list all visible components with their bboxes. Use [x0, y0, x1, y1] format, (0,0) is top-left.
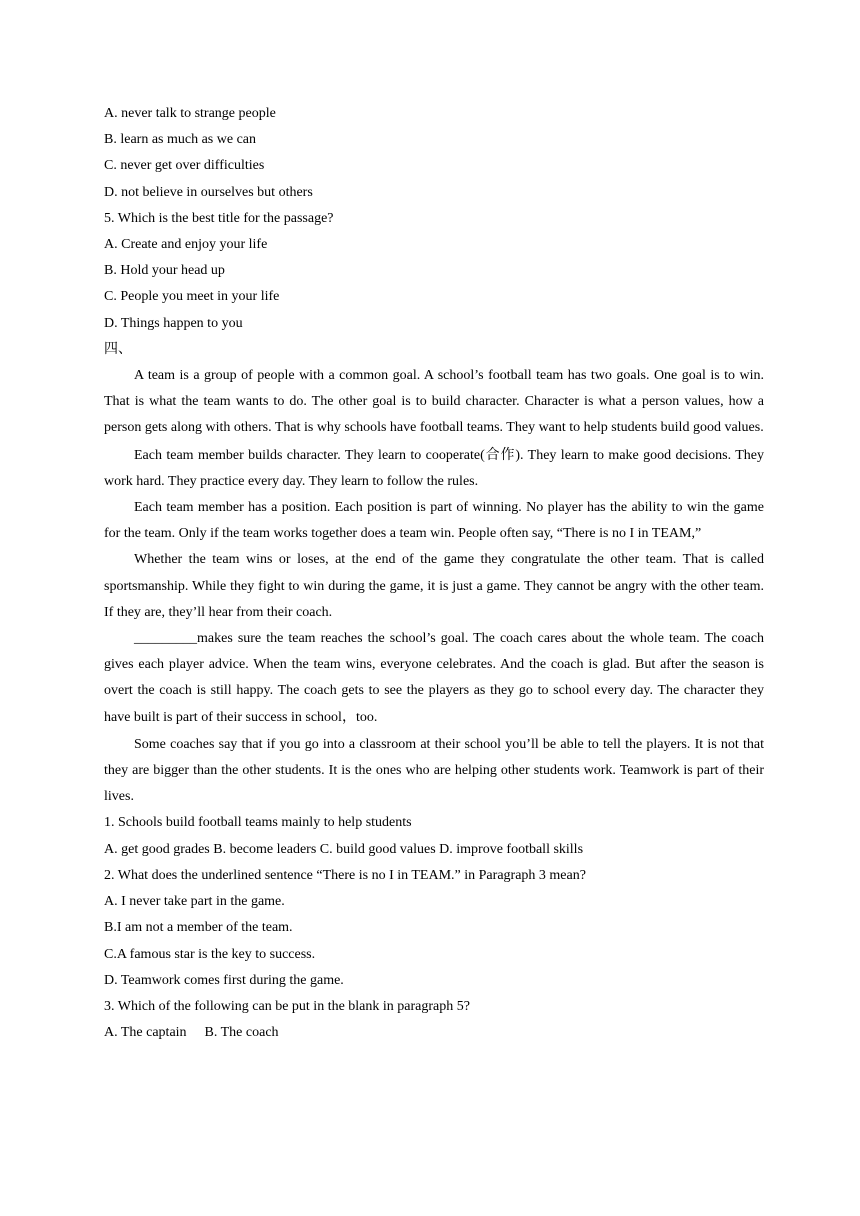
document-page: [104, 101, 764, 1046]
passage-paragraph-6: Some coaches say that if you go into a classroom at their school you’ll be able to tell the players. It is not that they are bigger than the other students. It is the ones who are helping other students work. Teamwork is part of their lives.: [104, 736, 764, 805]
q4-option-b: B. learn as much as we can: [104, 132, 256, 148]
q3-question: 3. Which of the following can be put in the blank in paragraph 5?: [104, 998, 470, 1014]
q5-option-d: D. Things happen to you: [104, 315, 243, 331]
q4-option-c: C. never get over difficulties: [104, 158, 265, 174]
passage-paragraph-3: Each team member has a position. Each position is part of winning. No player has the ability to win the game for the team. Only if the team works together does a team win. People often say, “There is no I in TEAM,”: [104, 500, 764, 542]
q2-option-a: A. I never take part in the game.: [104, 894, 285, 910]
passage-paragraph-4: Whether the team wins or loses, at the end of the game they congratulate the other team. That is called sportsmanship. While they fight to win during the game, it is just a game. They cannot be angry with the other team. If they are, they’ll hear from their coach.: [104, 552, 764, 620]
q2-question: 2. What does the underlined sentence “There is no I in TEAM.” in Paragraph 3 mean?: [104, 867, 586, 883]
section-label: 四、: [104, 341, 132, 357]
q1-question: 1. Schools build football teams mainly to help students: [104, 815, 412, 831]
passage-paragraph-2: Each team member builds character. They learn to cooperate(合作). They learn to make good decisions. They work hard. They practice every day. They learn to follow the rules.: [104, 447, 764, 489]
q3-option-a: A. The captain: [104, 1025, 187, 1041]
passage-paragraph-1: A team is a group of people with a common goal. A school’s football team has two goals. One goal is to win. That is what the team wants to do. The other goal is to build character. Character is what a person values, how a person gets along with others. That is why schools have football teams. They want to help students build good values.: [104, 368, 764, 436]
q2-option-c: C.A famous star is the key to success.: [104, 946, 316, 962]
q4-option-d: D. not believe in ourselves but others: [104, 184, 313, 200]
q1-options: A. get good grades B. become leaders C. build good values D. improve football skills: [104, 841, 584, 857]
q2-option-d: D. Teamwork comes first during the game.: [104, 972, 344, 988]
q2-option-b: B.I am not a member of the team.: [104, 920, 293, 936]
passage-paragraph-5: _________makes sure the team reaches the school’s goal. The coach cares about the whole team. The coach gives each player advice. When the team wins, everyone celebrates. And the coach is glad. But after the season is overt the coach is still happy. The coach gets to see the players as they go to school every day. The character they have built is part of their success in school，too.: [104, 631, 764, 725]
q5-option-a: A. Create and enjoy your life: [104, 237, 268, 253]
q4-option-a: A. never talk to strange people: [104, 106, 276, 121]
q5-option-c: C. People you meet in your life: [104, 289, 280, 305]
q3-options: [104, 1020, 764, 1046]
q3-option-b: B. The coach: [204, 1025, 279, 1041]
q5-question: 5. Which is the best title for the passage?: [104, 210, 334, 226]
q5-option-b: B. Hold your head up: [104, 263, 225, 279]
